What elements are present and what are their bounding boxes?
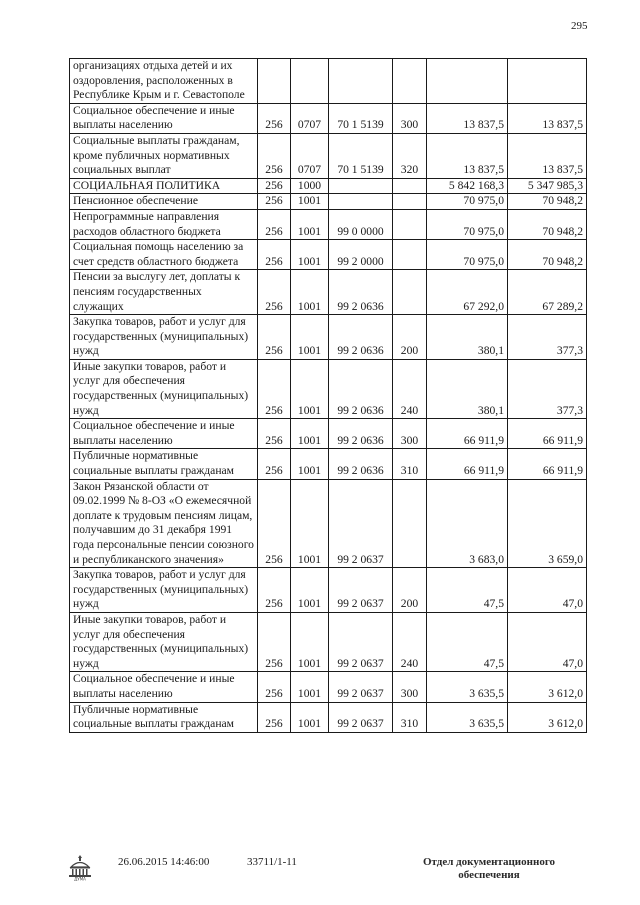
cell-section-code: 1001 [291,568,329,613]
cell-amount-actual [508,59,587,104]
cell-name: Социальное обеспечение и иные выплаты населению [70,103,258,133]
cell-expense-type [393,209,427,239]
cell-amount-planned: 380,1 [427,315,508,360]
cell-amount-planned: 47,5 [427,612,508,671]
cell-name: Пенсии за выслугу лет, доплаты к пенсиям государственных служащих [70,270,258,315]
cell-name: Социальное обеспечение и иные выплаты населению [70,672,258,702]
page-number: 295 [571,20,588,32]
cell-ministry-code [258,59,291,104]
cell-amount-planned: 70 975,0 [427,194,508,210]
cell-article-code: 99 2 0637 [329,568,393,613]
cell-section-code: 1001 [291,419,329,449]
cell-name: Социальное обеспечение и иные выплаты населению [70,419,258,449]
table-row [70,270,587,315]
cell-name: Социальные выплаты гражданам, кроме публичных нормативных социальных выплат [70,133,258,178]
cell-expense-type: 320 [393,133,427,178]
cell-name: СОЦИАЛЬНАЯ ПОЛИТИКА [70,178,258,194]
cell-expense-type [393,479,427,568]
table-row [70,59,587,104]
cell-ministry-code: 256 [258,103,291,133]
cell-amount-actual: 67 289,2 [508,270,587,315]
cell-name: Иные закупки товаров, работ и услуг для обеспечения государственных (муниципальных) нужд [70,359,258,418]
table-row [70,315,587,360]
table-row [70,479,587,568]
table-row [70,672,587,702]
cell-amount-actual: 3 659,0 [508,479,587,568]
cell-amount-actual: 377,3 [508,359,587,418]
cell-expense-type: 300 [393,672,427,702]
cell-name: Иные закупки товаров, работ и услуг для обеспечения государственных (муниципальных) нужд [70,612,258,671]
cell-article-code: 99 2 0637 [329,612,393,671]
cell-ministry-code: 256 [258,612,291,671]
cell-expense-type: 310 [393,702,427,732]
cell-article-code: 99 2 0000 [329,240,393,270]
cell-section-code: 1001 [291,270,329,315]
cell-ministry-code: 256 [258,702,291,732]
cell-amount-actual: 3 612,0 [508,702,587,732]
cell-ministry-code: 256 [258,178,291,194]
cell-amount-planned: 5 842 168,3 [427,178,508,194]
cell-amount-planned: 70 975,0 [427,209,508,239]
cell-amount-actual: 47,0 [508,612,587,671]
cell-article-code: 99 2 0637 [329,702,393,732]
footer-department-line2: обеспечения [458,869,520,881]
table-row [70,178,587,194]
cell-amount-planned: 3 683,0 [427,479,508,568]
table-row [70,133,587,178]
cell-section-code: 1000 [291,178,329,194]
cell-section-code: 1001 [291,240,329,270]
table-row [70,194,587,210]
cell-section-code [291,59,329,104]
cell-section-code: 1001 [291,315,329,360]
cell-amount-planned: 13 837,5 [427,133,508,178]
cell-section-code: 1001 [291,672,329,702]
budget-table [69,58,587,733]
cell-section-code: 1001 [291,359,329,418]
cell-name: Непрограммные направления расходов областного бюджета [70,209,258,239]
cell-amount-actual: 13 837,5 [508,133,587,178]
table-row [70,568,587,613]
footer-department [405,856,573,882]
cell-expense-type [393,59,427,104]
cell-article-code: 70 1 5139 [329,133,393,178]
cell-article-code: 99 2 0636 [329,359,393,418]
cell-name: Публичные нормативные социальные выплаты гражданам [70,702,258,732]
cell-expense-type: 240 [393,612,427,671]
cell-expense-type: 200 [393,568,427,613]
cell-expense-type [393,240,427,270]
svg-text:ДУМА: ДУМА [74,876,86,881]
cell-amount-actual: 13 837,5 [508,103,587,133]
cell-article-code [329,194,393,210]
cell-section-code: 1001 [291,479,329,568]
cell-amount-planned: 3 635,5 [427,702,508,732]
table-row [70,449,587,479]
cell-name: Социальная помощь населению за счет средств областного бюджета [70,240,258,270]
emblem-icon [66,853,94,881]
cell-amount-planned: 3 635,5 [427,672,508,702]
cell-expense-type: 300 [393,419,427,449]
cell-ministry-code: 256 [258,479,291,568]
cell-ministry-code: 256 [258,449,291,479]
cell-amount-actual: 5 347 985,3 [508,178,587,194]
cell-section-code: 1001 [291,612,329,671]
cell-section-code: 1001 [291,702,329,732]
cell-ministry-code: 256 [258,133,291,178]
cell-ministry-code: 256 [258,568,291,613]
cell-article-code: 99 2 0637 [329,672,393,702]
cell-name: Закупка товаров, работ и услуг для государственных (муниципальных) нужд [70,315,258,360]
cell-ministry-code: 256 [258,209,291,239]
cell-article-code: 99 2 0636 [329,449,393,479]
cell-ministry-code: 256 [258,315,291,360]
footer-department-line1: Отдел документационного [422,856,556,868]
cell-name: Пенсионное обеспечение [70,194,258,210]
cell-article-code: 99 0 0000 [329,209,393,239]
cell-section-code: 0707 [291,133,329,178]
cell-amount-actual: 377,3 [508,315,587,360]
cell-amount-actual: 70 948,2 [508,194,587,210]
cell-ministry-code: 256 [258,419,291,449]
cell-amount-planned: 13 837,5 [427,103,508,133]
table-row [70,419,587,449]
budget-table-body [70,59,587,733]
table-row [70,240,587,270]
cell-amount-actual: 66 911,9 [508,449,587,479]
cell-amount-planned: 67 292,0 [427,270,508,315]
cell-expense-type [393,270,427,315]
cell-article-code: 99 2 0637 [329,479,393,568]
cell-section-code: 0707 [291,103,329,133]
table-row [70,702,587,732]
cell-section-code: 1001 [291,449,329,479]
cell-amount-planned: 70 975,0 [427,240,508,270]
budget-table-container [69,58,586,733]
cell-name: организациях отдыха детей и их оздоровления, расположенных в Республике Крым и г. Севастополе [70,59,258,104]
cell-article-code: 99 2 0636 [329,315,393,360]
cell-amount-actual: 3 612,0 [508,672,587,702]
cell-name: Закупка товаров, работ и услуг для государственных (муниципальных) нужд [70,568,258,613]
cell-expense-type: 200 [393,315,427,360]
cell-ministry-code: 256 [258,672,291,702]
footer-doc-code: 33711/1-11 [247,856,297,868]
cell-amount-actual: 66 911,9 [508,419,587,449]
cell-ministry-code: 256 [258,359,291,418]
cell-article-code: 99 2 0636 [329,270,393,315]
cell-article-code [329,59,393,104]
cell-name: Публичные нормативные социальные выплаты гражданам [70,449,258,479]
cell-amount-actual: 70 948,2 [508,209,587,239]
cell-expense-type [393,178,427,194]
cell-amount-planned: 66 911,9 [427,449,508,479]
cell-section-code: 1001 [291,194,329,210]
table-row [70,359,587,418]
cell-expense-type: 240 [393,359,427,418]
cell-amount-actual: 47,0 [508,568,587,613]
cell-article-code: 99 2 0636 [329,419,393,449]
cell-amount-planned: 66 911,9 [427,419,508,449]
table-row [70,209,587,239]
footer-timestamp: 26.06.2015 14:46:00 [118,856,210,868]
cell-article-code: 70 1 5139 [329,103,393,133]
cell-ministry-code: 256 [258,240,291,270]
cell-amount-planned: 47,5 [427,568,508,613]
cell-section-code: 1001 [291,209,329,239]
table-row [70,103,587,133]
cell-name: Закон Рязанской области от 09.02.1999 № 8-ОЗ «О ежемесячной доплате к трудовым пенсиям лицам, получавшим до 31 декабря 1991 года персональные пенсии союзного и республиканского значения» [70,479,258,568]
cell-ministry-code: 256 [258,194,291,210]
table-row [70,612,587,671]
cell-amount-planned: 380,1 [427,359,508,418]
cell-expense-type: 300 [393,103,427,133]
cell-article-code [329,178,393,194]
cell-expense-type [393,194,427,210]
cell-amount-actual: 70 948,2 [508,240,587,270]
cell-expense-type: 310 [393,449,427,479]
cell-ministry-code: 256 [258,270,291,315]
cell-amount-planned [427,59,508,104]
